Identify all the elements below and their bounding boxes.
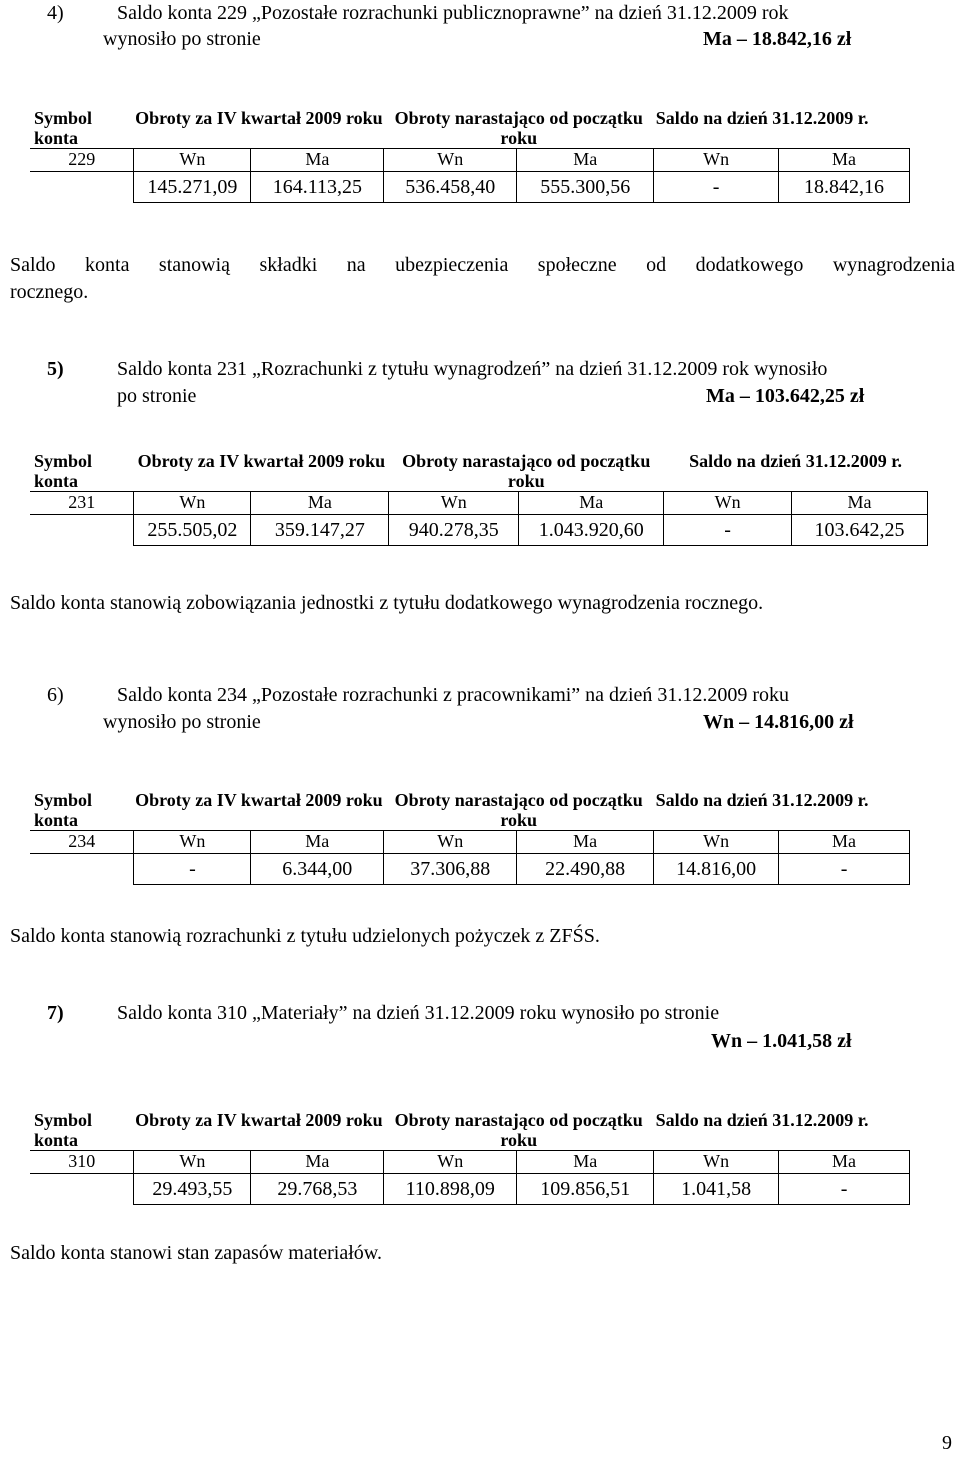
value-cell: 255.505,02 — [134, 515, 251, 546]
col-wn: Wn — [134, 1151, 251, 1174]
col-ma: Ma — [779, 831, 910, 854]
section-number: 7) — [47, 1002, 64, 1024]
account-table — [30, 1110, 910, 1205]
col-ma: Ma — [251, 1151, 384, 1174]
account-table — [30, 451, 928, 546]
value-cell: 359.147,27 — [251, 515, 389, 546]
header-cumulative: Obroty narastająco od początku roku — [394, 108, 643, 148]
value-cell: - — [779, 1174, 910, 1205]
value-cell: - — [654, 172, 779, 203]
value-cell: 6.344,00 — [251, 854, 384, 885]
value-cell: 536.458,40 — [384, 172, 517, 203]
col-wn: Wn — [384, 149, 517, 172]
blank-cell — [30, 854, 134, 885]
col-wn: Wn — [384, 1151, 517, 1174]
header-quarter: Obroty za IV kwartał 2009 roku — [135, 790, 383, 810]
value-cell: 29.493,55 — [134, 1174, 251, 1205]
balance-amount: Wn – 1.041,58 zł — [711, 1030, 852, 1052]
col-ma: Ma — [517, 831, 654, 854]
section-heading-cont: po stronie — [117, 385, 197, 407]
col-ma: Ma — [251, 831, 384, 854]
value-cell: 145.271,09 — [134, 172, 251, 203]
blank-cell — [30, 515, 134, 546]
value-cell: 164.113,25 — [251, 172, 384, 203]
value-cell: 22.490,88 — [517, 854, 654, 885]
header-symbol: Symbol konta — [34, 108, 93, 148]
header-cumulative: Obroty narastająco od początku roku — [402, 451, 651, 491]
section-number: 5) — [47, 358, 64, 380]
section-heading-cont: wynosiło po stronie — [103, 711, 261, 733]
col-wn: Wn — [134, 492, 251, 515]
account-number: 231 — [30, 492, 134, 515]
account-number: 310 — [30, 1151, 134, 1174]
col-wn: Wn — [384, 831, 517, 854]
blank-cell — [30, 1174, 134, 1205]
note-text: Saldo konta stanowią rozrachunki z tytułu udzielonych pożyczek z ZFŚS. — [10, 925, 600, 947]
col-ma: Ma — [779, 149, 910, 172]
account-table — [30, 108, 910, 203]
section-heading: Saldo konta 310 „Materiały” na dzień 31.12.2009 roku wynosiło po stronie — [117, 1002, 720, 1024]
account-table — [30, 790, 910, 885]
header-balance: Saldo na dzień 31.12.2009 r. — [689, 451, 903, 471]
header-symbol: Symbol konta — [34, 790, 93, 830]
col-ma: Ma — [792, 492, 928, 515]
balance-amount: Ma – 103.642,25 zł — [706, 385, 865, 407]
note-text: Saldo konta stanowi stan zapasów materiałów. — [10, 1242, 382, 1264]
header-symbol: Symbol konta — [34, 1110, 93, 1150]
value-cell: 14.816,00 — [654, 854, 779, 885]
value-cell: 1.043.920,60 — [519, 515, 664, 546]
value-cell: - — [664, 515, 792, 546]
header-cumulative: Obroty narastająco od początku roku — [394, 790, 643, 830]
header-quarter: Obroty za IV kwartał 2009 roku — [135, 108, 383, 128]
section-heading: Saldo konta 234 „Pozostałe rozrachunki z pracownikami” na dzień 31.12.2009 roku — [117, 684, 790, 706]
value-cell: 110.898,09 — [384, 1174, 517, 1205]
section-number: 4) — [47, 2, 64, 24]
balance-amount: Ma – 18.842,16 zł — [703, 28, 852, 50]
col-ma: Ma — [779, 1151, 910, 1174]
value-cell: 103.642,25 — [792, 515, 928, 546]
blank-cell — [30, 172, 134, 203]
account-number: 229 — [30, 149, 134, 172]
value-cell: 940.278,35 — [389, 515, 519, 546]
col-ma: Ma — [517, 149, 654, 172]
value-cell: - — [779, 854, 910, 885]
note-text: Saldo konta stanowią składki na ubezpieczenia społeczne od dodatkowego wynagrodzenia — [10, 254, 955, 276]
value-cell: 1.041,58 — [654, 1174, 779, 1205]
col-wn: Wn — [134, 149, 251, 172]
note-text: Saldo konta stanowią zobowiązania jednostki z tytułu dodatkowego wynagrodzenia rocznego. — [10, 592, 764, 614]
value-cell: 109.856,51 — [517, 1174, 654, 1205]
header-balance: Saldo na dzień 31.12.2009 r. — [655, 108, 869, 128]
balance-amount: Wn – 14.816,00 zł — [703, 711, 854, 733]
value-cell: 555.300,56 — [517, 172, 654, 203]
col-wn: Wn — [654, 1151, 779, 1174]
value-cell: 18.842,16 — [779, 172, 910, 203]
col-ma: Ma — [519, 492, 664, 515]
section-number: 6) — [47, 684, 64, 706]
col-wn: Wn — [654, 831, 779, 854]
value-cell: 37.306,88 — [384, 854, 517, 885]
col-ma: Ma — [251, 149, 384, 172]
note-text-cont: rocznego. — [10, 281, 89, 303]
account-number: 234 — [30, 831, 134, 854]
col-ma: Ma — [251, 492, 389, 515]
section-heading: Saldo konta 229 „Pozostałe rozrachunki publicznoprawne” na dzień 31.12.2009 rok — [117, 2, 789, 24]
col-wn: Wn — [389, 492, 519, 515]
value-cell: 29.768,53 — [251, 1174, 384, 1205]
header-symbol: Symbol konta — [34, 451, 93, 491]
col-ma: Ma — [517, 1151, 654, 1174]
header-quarter: Obroty za IV kwartał 2009 roku — [135, 1110, 383, 1130]
page-number: 9 — [942, 1432, 952, 1454]
header-balance: Saldo na dzień 31.12.2009 r. — [655, 790, 869, 810]
header-quarter: Obroty za IV kwartał 2009 roku — [137, 451, 386, 471]
header-balance: Saldo na dzień 31.12.2009 r. — [655, 1110, 869, 1130]
col-wn: Wn — [134, 831, 251, 854]
col-wn: Wn — [654, 149, 779, 172]
section-heading: Saldo konta 231 „Rozrachunki z tytułu wynagrodzeń” na dzień 31.12.2009 rok wynosiło — [117, 358, 828, 380]
header-cumulative: Obroty narastająco od początku roku — [394, 1110, 643, 1150]
value-cell: - — [134, 854, 251, 885]
col-wn: Wn — [664, 492, 792, 515]
section-heading-cont: wynosiło po stronie — [103, 28, 261, 50]
